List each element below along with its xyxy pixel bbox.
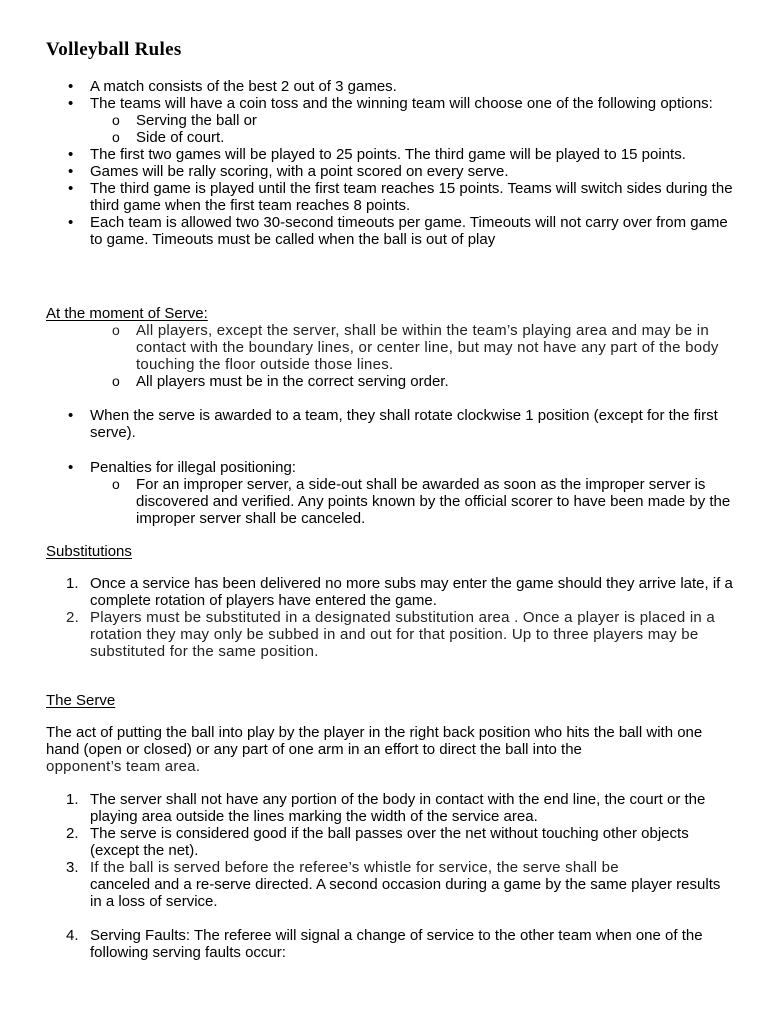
serve-moment-heading: At the moment of Serve:	[46, 305, 208, 322]
list-item: • The teams will have a coin toss and the winning team will choose one of the following options:	[46, 95, 736, 112]
bullet-icon	[68, 78, 78, 95]
bullet-icon	[68, 214, 78, 231]
list-item: 2. Players must be substituted in a designated substitution area . Once a player is placed in a rotation they may only be subbed in and out for that position. Up to three players may be substituted for the same position.	[66, 609, 716, 660]
list-item: • The third game is played until the first team reaches 15 points. Teams will switch sides during the third game when the first team reaches 8 points.	[46, 180, 736, 214]
rotation-list	[46, 407, 736, 441]
sub-list-item: o Serving the ball or	[112, 112, 257, 129]
circle-bullet-icon: o	[112, 373, 120, 389]
sub-list-item: o All players, except the server, shall be within the team’s playing area and may be in contact with the boundary lines, or center line, but may not have any part of the body touching the floor outside those lines.	[112, 322, 719, 373]
general-rules-list	[46, 78, 736, 248]
circle-bullet-icon: o	[112, 476, 120, 492]
bullet-icon	[68, 95, 78, 112]
the-serve-intro: The act of putting the ball into play by the player in the right back position who hits the ball with one hand (open or closed) or any part of one arm in an effort to direct the ball into the opponent’s team area.	[46, 724, 703, 775]
bullet-icon	[68, 407, 78, 424]
list-item: 1. The server shall not have any portion of the body in contact with the end line, the court or the playing area outside the lines marking the width of the service area.	[66, 791, 706, 825]
list-item: 1. Once a service has been delivered no more subs may enter the game should they arrive late, if a complete rotation of players have entered the game.	[66, 575, 733, 609]
sub-list-item: o All players must be in the correct serving order.	[112, 373, 449, 390]
list-item: • When the serve is awarded to a team, they shall rotate clockwise 1 position (except for the first serve).	[46, 407, 736, 441]
list-item: • Games will be rally scoring, with a point scored on every serve.	[46, 163, 736, 180]
sub-list-item: o Side of court.	[112, 129, 225, 146]
substitutions-list	[46, 575, 736, 660]
bullet-icon	[68, 146, 78, 163]
circle-bullet-icon: o	[112, 112, 120, 128]
list-item: • A match consists of the best 2 out of 3 games.	[46, 78, 736, 95]
circle-bullet-icon: o	[112, 322, 121, 338]
bullet-icon	[68, 459, 78, 476]
substitutions-heading: Substitutions	[46, 543, 132, 560]
the-serve-heading: The Serve	[46, 692, 116, 709]
the-serve-list	[46, 791, 736, 910]
list-item: 4. Serving Faults: The referee will signal a change of service to the other team when one of the following serving faults occur:	[66, 927, 703, 961]
list-item: • The first two games will be played to 25 points. The third game will be played to 15 points.	[46, 146, 736, 163]
penalties-list	[46, 459, 736, 527]
bullet-icon	[68, 163, 78, 180]
list-item: • Each team is allowed two 30-second timeouts per game. Timeouts will not carry over from game to game. Timeouts must be called when the ball is out of play	[46, 214, 736, 248]
circle-bullet-icon: o	[112, 129, 120, 145]
bullet-icon	[68, 180, 78, 197]
serving-faults-list	[46, 927, 736, 961]
sub-list-item: o For an improper server, a side-out shall be awarded as soon as the improper server is discovered and verified. Any points known by the official scorer to have been made by the improper server shall be canceled.	[112, 476, 731, 527]
list-item: • Penalties for illegal positioning:	[46, 459, 736, 476]
page-title: Volleyball Rules	[46, 39, 182, 60]
list-item: 3. If the ball is served before the referee’s whistle for service, the serve shall be canceled and a re-serve directed. A second occasion during a game by the same player results in a loss of service.	[66, 859, 721, 910]
serve-moment-list	[46, 322, 736, 390]
list-item: 2. The serve is considered good if the ball passes over the net without touching other objects (except the net).	[66, 825, 689, 859]
